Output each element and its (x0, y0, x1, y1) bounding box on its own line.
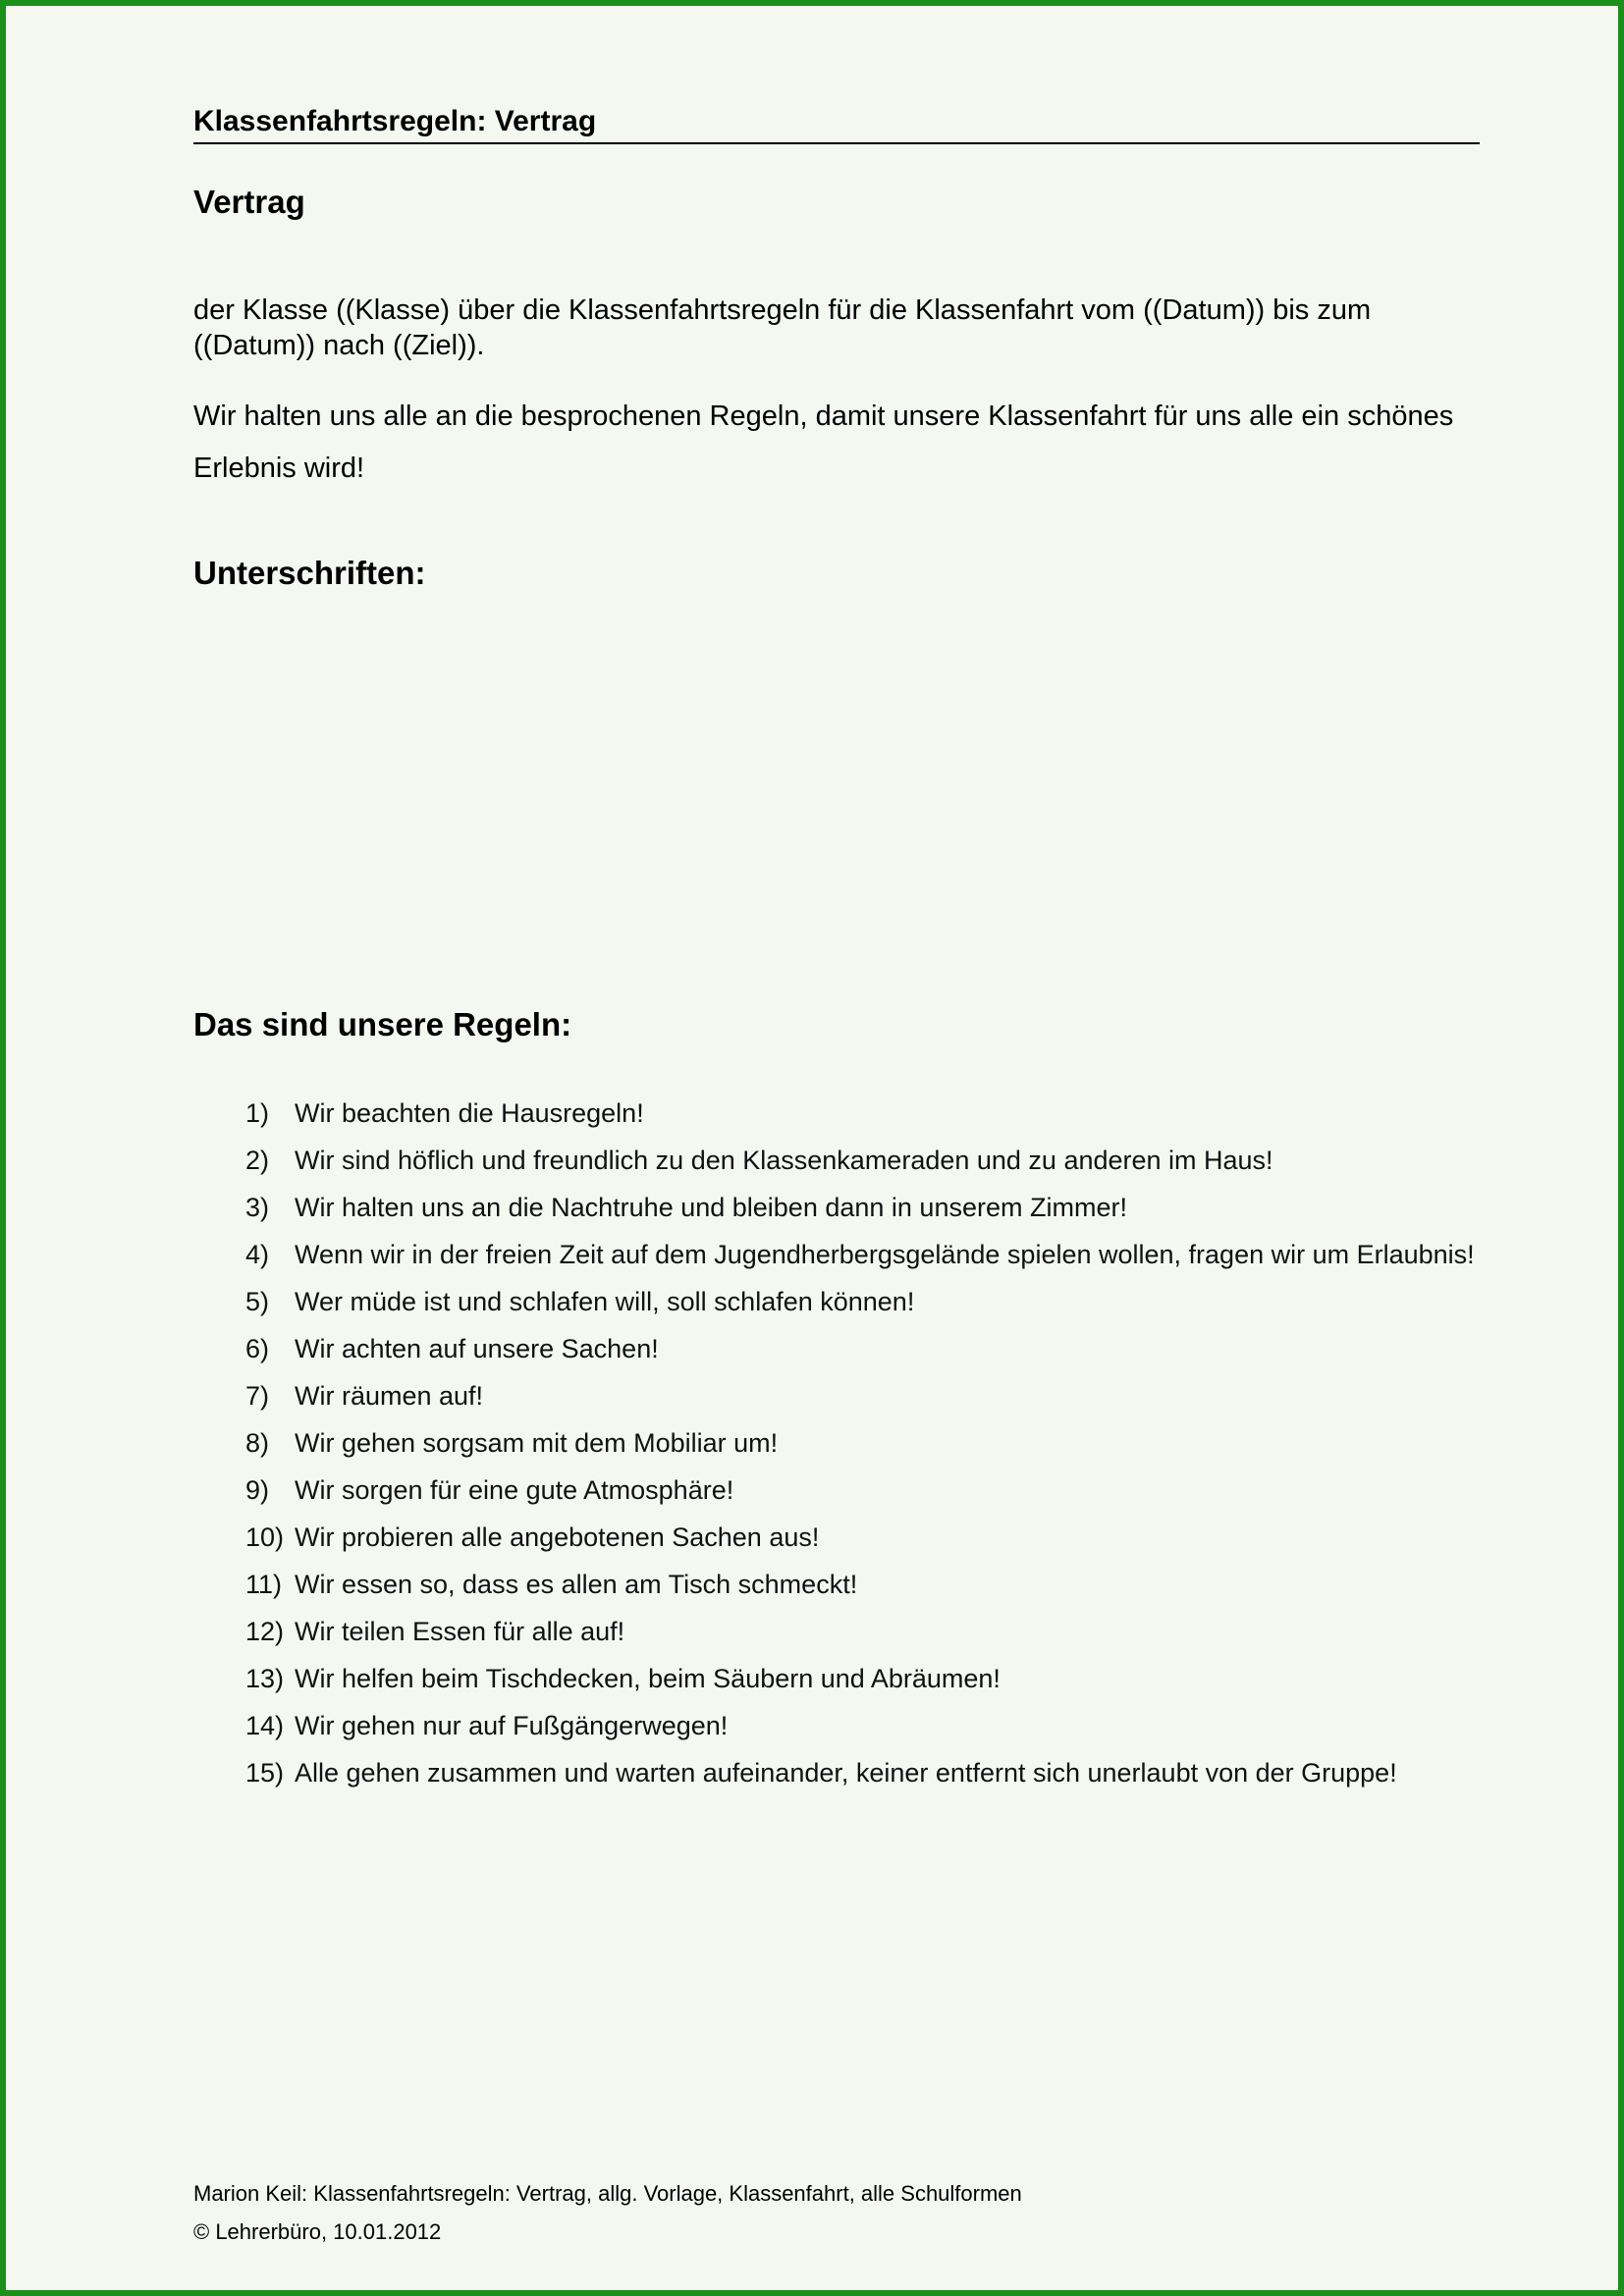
rule-item (245, 1090, 1502, 1137)
rule-item (245, 1561, 1502, 1608)
rule-item (245, 1372, 1502, 1419)
rule-item (245, 1608, 1502, 1655)
rule-number: 1) (245, 1098, 270, 1128)
rule-number: 2) (245, 1146, 270, 1175)
rule-item (245, 1278, 1502, 1325)
rule-text: Wir halten uns an die Nachtruhe und bleiben dann in unserem Zimmer! (295, 1193, 1127, 1222)
rule-item (245, 1325, 1502, 1372)
rule-item (245, 1514, 1502, 1561)
rule-text: Wer müde ist und schlafen will, soll schlafen können! (295, 1287, 915, 1316)
contract-heading: Vertrag (193, 184, 305, 220)
header-divider (193, 142, 1480, 144)
rule-number: 4) (245, 1240, 270, 1269)
rule-text: Wir gehen sorgsam mit dem Mobiliar um! (295, 1428, 779, 1458)
rule-number: 12) (245, 1617, 285, 1646)
rule-number: 7) (245, 1381, 270, 1411)
rule-text: Wir teilen Essen für alle auf! (295, 1617, 625, 1646)
rule-text: Wir gehen nur auf Fußgängerwegen! (295, 1711, 729, 1740)
rule-text: Wir sorgen für eine gute Atmosphäre! (295, 1475, 734, 1505)
rule-number: 14) (245, 1711, 285, 1740)
rule-text: Wir essen so, dass es allen am Tisch schmeckt! (295, 1570, 858, 1599)
rules-heading: Das sind unsere Regeln: (193, 1006, 572, 1042)
contract-intro: der Klasse ((Klasse) über die Klassenfahrtsregeln für die Klassenfahrt vom ((Datum)) bis zum ((Datum)) nach ((Ziel)). (193, 294, 1372, 361)
rule-item (245, 1184, 1502, 1231)
rule-text: Wir räumen auf! (295, 1381, 484, 1411)
rule-item (245, 1467, 1502, 1514)
rule-item (245, 1231, 1502, 1278)
header-title: Klassenfahrtsregeln: Vertrag (193, 105, 597, 137)
rule-number: 13) (245, 1664, 285, 1693)
rules-list (245, 1090, 1502, 1796)
rule-item (245, 1419, 1502, 1467)
rule-item (245, 1137, 1502, 1184)
rule-text: Wenn wir in der freien Zeit auf dem Jugendherbergsgelände spielen wollen, fragen wir um Erlaubnis! (295, 1240, 1475, 1269)
footer-copyright: © Lehrerbüro, 10.01.2012 (193, 2219, 442, 2244)
rule-text: Wir probieren alle angebotenen Sachen aus! (295, 1522, 820, 1552)
rule-number: 9) (245, 1475, 270, 1505)
rule-text: Wir beachten die Hausregeln! (295, 1098, 644, 1128)
signature-area (193, 605, 1480, 978)
rule-text: Wir helfen beim Tischdecken, beim Säubern und Abräumen! (295, 1664, 1001, 1693)
rule-number: 11) (245, 1570, 283, 1599)
contract-statement: Wir halten uns alle an die besprochenen Regeln, damit unsere Klassenfahrt für uns alle ein schönes Erlebnis wird! (193, 400, 1454, 484)
signatures-heading: Unterschriften: (193, 555, 426, 591)
rule-number: 15) (245, 1758, 285, 1788)
rule-text: Wir achten auf unsere Sachen! (295, 1334, 659, 1363)
rule-text: Alle gehen zusammen und warten aufeinander, keiner entfernt sich unerlaubt von der Gruppe! (295, 1758, 1397, 1788)
rule-number: 5) (245, 1287, 270, 1316)
rule-item (245, 1702, 1502, 1749)
footer-attribution: Marion Keil: Klassenfahrtsregeln: Vertrag, allg. Vorlage, Klassenfahrt, alle Schulformen (193, 2181, 1022, 2206)
rule-number: 10) (245, 1522, 285, 1552)
rule-number: 8) (245, 1428, 270, 1458)
rule-item (245, 1749, 1502, 1796)
rule-number: 3) (245, 1193, 270, 1222)
rule-text: Wir sind höflich und freundlich zu den Klassenkameraden und zu anderen im Haus! (295, 1146, 1273, 1175)
rule-number: 6) (245, 1334, 270, 1363)
rule-item (245, 1655, 1502, 1702)
